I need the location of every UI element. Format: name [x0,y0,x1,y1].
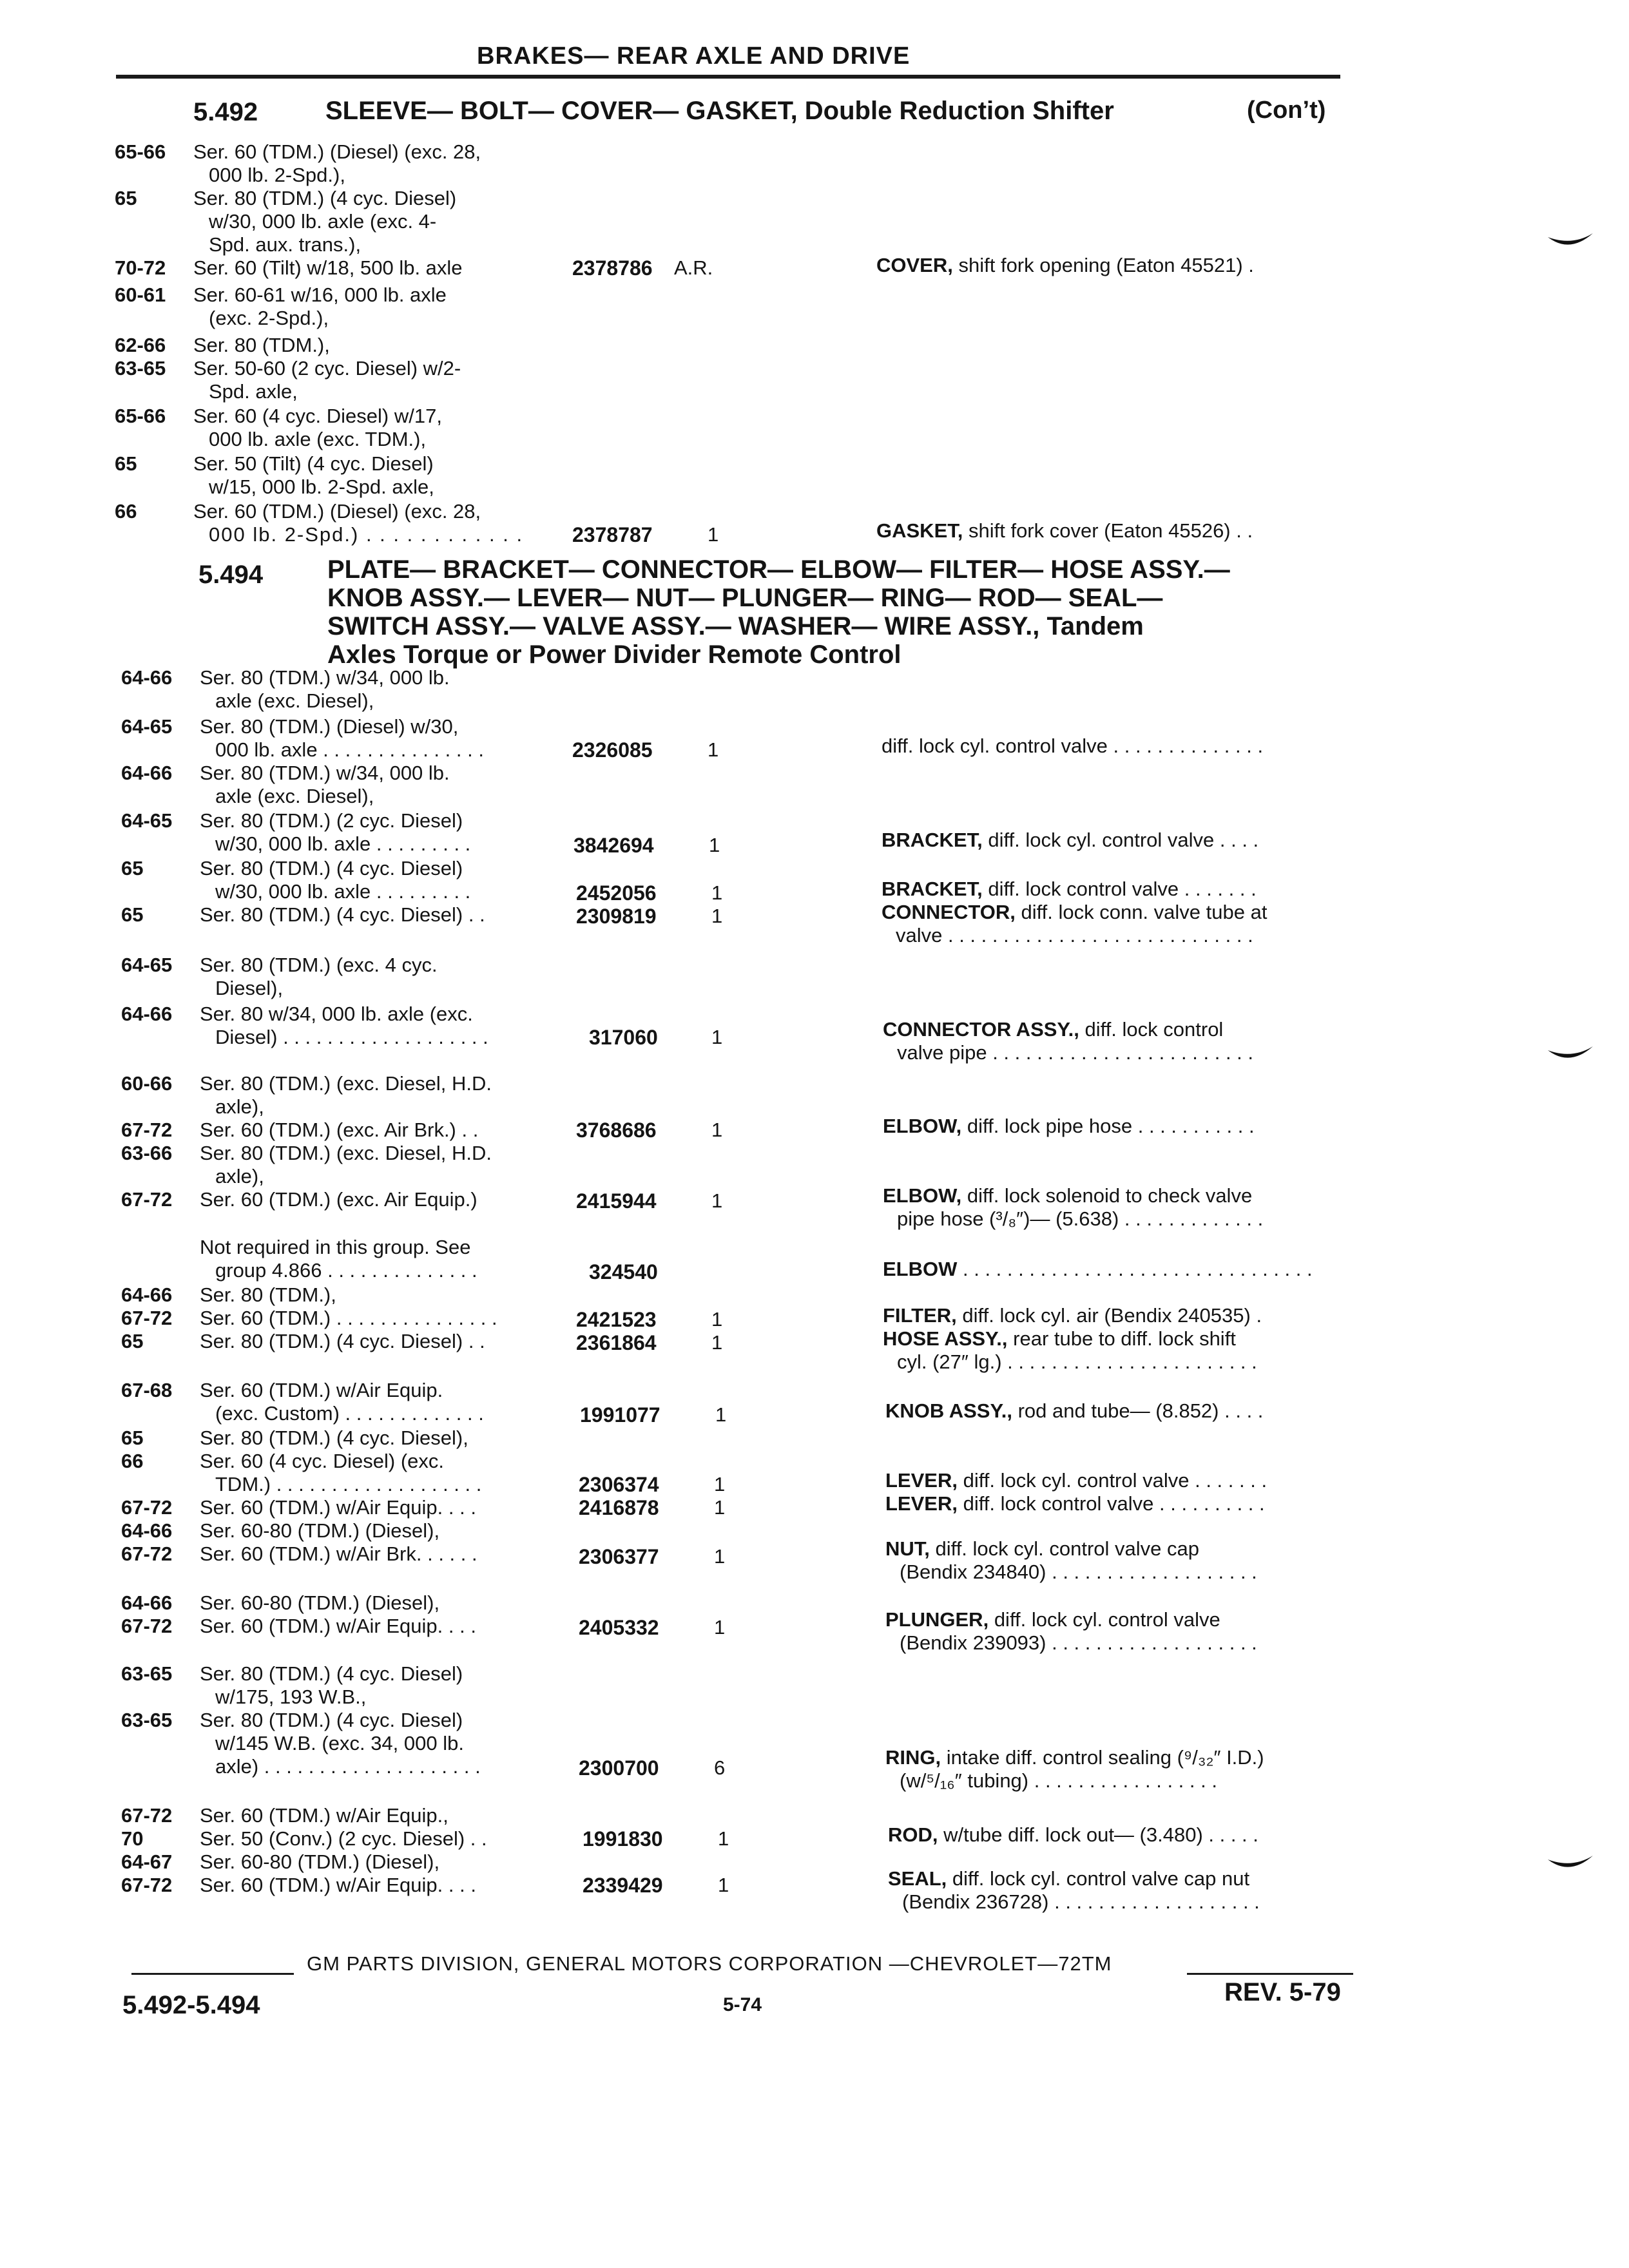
application-desc [200,857,470,903]
quantity: 1 [711,905,723,927]
year-range: 64-66 [121,762,173,784]
part-detail: diff. lock conn. valve tube at [1021,901,1268,923]
part-name: RING, [885,1746,941,1769]
year-range: 67-72 [121,1874,173,1896]
desc-line: Ser. 50 (Tilt) (4 cyc. Diesel) [193,452,434,475]
quantity: 1 [715,1403,727,1426]
footer-section-range: 5.492-5.494 [122,1991,260,2019]
year-range: 65-66 [115,405,166,427]
part-name: KNOB ASSY., [885,1399,1012,1422]
application-desc [193,452,434,499]
desc-line: Spd. axle, [209,380,298,403]
desc-line: Ser. 80 (TDM.) w/34, 000 lb. [200,762,450,784]
desc-line: Ser. 60 (TDM.) w/Air Equip. [200,1379,443,1401]
header-rule [116,75,1340,79]
part-number: 2416878 [579,1496,659,1519]
application-desc: Ser. 60 (TDM.) (exc. Air Equip.) [200,1188,477,1211]
part-name: GASKET, [876,519,963,542]
quantity: 1 [711,1119,723,1141]
part-number: 2361864 [576,1331,657,1354]
part-name: BRACKET, [882,829,983,851]
part-detail: valve pipe . . . . . . . . . . . . . . . . . . . . . . . . [897,1041,1254,1064]
year-range: 70-72 [115,256,166,279]
part-detail: diff. lock cyl. air (Bendix 240535) . [962,1304,1262,1327]
year-range: 65 [121,1330,144,1352]
part-name: ELBOW, [883,1115,962,1137]
part-name: BRACKET, [882,878,983,900]
desc-line: 000 lb. axle (exc. TDM.), [209,428,427,450]
part-detail: shift fork cover (Eaton 45526) . . [968,519,1253,542]
desc-line: Ser. 80 (TDM.) (exc. Diesel, H.D. [200,1142,492,1164]
quantity: A.R. [674,256,713,279]
year-range: 64-65 [121,954,173,976]
application-desc: Ser. 60-80 (TDM.) (Diesel), [200,1850,440,1873]
quantity: 1 [711,1308,723,1331]
part-description [885,1746,1264,1792]
part-detail: pipe hose (³/₈″)— (5.638) . . . . . . . . . . . . . [897,1207,1264,1230]
application-desc [193,500,523,546]
quantity: 1 [718,1874,729,1896]
part-description [883,1115,1255,1138]
application-desc: Ser. 80 (TDM.) (4 cyc. Diesel) . . [200,1330,485,1352]
part-detail: valve . . . . . . . . . . . . . . . . . . . . . . . . . . . . [896,924,1253,947]
application-desc [200,1379,484,1425]
application-desc [193,284,447,330]
part-detail: (Bendix 236728) . . . . . . . . . . . . . . . . . . . [902,1890,1260,1913]
part-description [876,254,1254,277]
application-desc: Ser. 80 (TDM.), [200,1283,336,1306]
part-description [883,1258,1313,1281]
desc-line: w/30, 000 lb. axle . . . . . . . . . [215,880,471,903]
section-title [327,555,1230,669]
desc-line: axle), [215,1165,264,1187]
application-desc: Ser. 60 (TDM.) . . . . . . . . . . . . . . . [200,1307,497,1329]
year-range: 67-72 [121,1307,173,1329]
year-range: 64-65 [121,715,173,738]
part-description [885,1399,1263,1423]
year-range: 65 [121,857,144,879]
binder-mark-icon [1547,1045,1594,1064]
desc-line: Ser. 80 (TDM.) (4 cyc. Diesel) [193,187,457,209]
desc-line: w/15, 000 lb. 2-Spd. axle, [209,476,434,498]
year-range: 63-66 [121,1142,173,1164]
application-desc: Ser. 60 (TDM.) w/Air Equip., [200,1804,448,1827]
application-desc [200,1142,492,1188]
quantity: 1 [709,834,720,856]
part-number: 2421523 [576,1308,657,1331]
desc-line: Diesel), [215,977,284,999]
application-desc: Ser. 80 (TDM.) (4 cyc. Diesel), [200,1427,468,1449]
application-desc [200,1662,463,1709]
part-number: 1991830 [583,1827,663,1850]
application-desc [200,954,438,1000]
footer-publisher: GM PARTS DIVISION, GENERAL MOTORS CORPORATION —CHEVROLET—72TM [307,1952,1112,1975]
quantity: 1 [711,881,723,904]
application-desc [193,140,481,187]
part-description [882,735,1263,758]
application-desc [193,357,461,403]
part-description [882,901,1267,947]
year-range: 66 [115,500,137,523]
application-desc [200,809,470,856]
year-range: 67-72 [121,1542,173,1565]
footer-rule-left [131,1973,294,1975]
part-detail: (Bendix 239093) . . . . . . . . . . . . . . . . . . . [900,1631,1257,1654]
part-number: 2405332 [579,1616,659,1639]
desc-line: Ser. 80 (TDM.) (exc. Diesel, H.D. [200,1072,492,1095]
part-name: HOSE ASSY., [883,1327,1008,1350]
desc-line: Ser. 80 (TDM.) (4 cyc. Diesel) [200,1709,463,1731]
part-number: 2326085 [572,738,653,762]
desc-line: Ser. 60-61 w/16, 000 lb. axle [193,284,447,306]
part-number: 2415944 [576,1189,657,1213]
application-desc: Ser. 60 (TDM.) (exc. Air Brk.) . . [200,1119,479,1141]
year-range: 65-66 [115,140,166,163]
quantity: 6 [714,1756,726,1779]
desc-line: Ser. 80 (TDM.) (4 cyc. Diesel) [200,1662,463,1685]
desc-line: Diesel) . . . . . . . . . . . . . . . . . . . [215,1026,488,1048]
section-number: 5.494 [198,561,264,589]
application-desc [193,187,456,256]
year-range: 65 [115,187,137,209]
application-desc [200,1072,492,1119]
part-detail: diff. lock cyl. control valve . . . . . . . . . . . . . . [882,735,1264,757]
desc-line: Ser. 50-60 (2 cyc. Diesel) w/2- [193,357,461,380]
desc-line: group 4.866 . . . . . . . . . . . . . . [215,1259,477,1282]
part-number: 2309819 [576,905,657,928]
part-description [882,829,1258,852]
desc-line: Ser. 60 (TDM.) (Diesel) (exc. 28, [193,140,481,163]
part-name: LEVER, [885,1492,958,1515]
part-detail: diff. lock cyl. control valve . . . . [988,829,1259,851]
application-desc [200,1709,481,1778]
part-number: 3842694 [574,834,654,857]
part-description [885,1492,1265,1515]
year-range: 70 [121,1827,144,1850]
desc-line: (exc. 2-Spd.), [209,307,329,329]
part-number: 1991077 [580,1403,660,1427]
desc-line: axle (exc. Diesel), [215,785,374,807]
part-name: LEVER, [885,1469,958,1492]
desc-line: axle (exc. Diesel), [215,689,374,712]
application-desc [200,715,484,762]
quantity: 1 [718,1827,729,1850]
desc-line: w/175, 193 W.B., [215,1686,367,1708]
part-description [883,1304,1262,1327]
part-name: COVER, [876,254,953,276]
part-description [888,1823,1258,1847]
year-range: 63-65 [121,1662,173,1685]
application-desc: Ser. 60 (TDM.) w/Air Equip. . . . [200,1874,476,1896]
application-desc: Ser. 60-80 (TDM.) (Diesel), [200,1519,440,1542]
part-description [885,1537,1257,1584]
desc-line: w/30, 000 lb. axle (exc. 4- [209,210,437,233]
part-name: PLUNGER, [885,1608,989,1631]
part-detail: diff. lock solenoid to check valve [967,1184,1253,1207]
quantity: 1 [711,1026,723,1048]
application-desc: Ser. 60 (Tilt) w/18, 500 lb. axle [193,256,463,279]
year-range: 67-68 [121,1379,173,1401]
part-name: ELBOW, [883,1184,962,1207]
desc-line: (exc. Custom) . . . . . . . . . . . . . [215,1402,484,1425]
quantity: 1 [708,738,719,761]
year-range: 64-66 [121,666,173,689]
application-desc [200,762,450,808]
part-detail: diff. lock cyl. control valve . . . . . . . [963,1469,1268,1492]
part-detail: diff. lock cyl. control valve cap nut [952,1867,1250,1890]
desc-line: Ser. 60 (4 cyc. Diesel) w/17, [193,405,442,427]
part-number: 324540 [589,1260,658,1283]
part-number: 3768686 [576,1119,657,1142]
part-description [885,1469,1267,1492]
year-range: 63-65 [121,1709,173,1731]
revision-label: REV. 5-79 [1224,1978,1341,2006]
part-name: CONNECTOR ASSY., [883,1018,1079,1041]
part-detail: w/tube diff. lock out— (3.480) . . . . . [943,1823,1258,1846]
part-number: 2339429 [583,1874,663,1897]
application-desc [200,1236,477,1282]
application-desc: Ser. 60 (TDM.) w/Air Equip. . . . [200,1496,476,1519]
year-range: 64-66 [121,1283,173,1306]
application-desc [200,1003,488,1049]
title-line: PLATE— BRACKET— CONNECTOR— ELBOW— FILTER— HOSE ASSY.— [327,555,1230,584]
title-line: KNOB ASSY.— LEVER— NUT— PLUNGER— RING— ROD— SEAL— [327,584,1163,612]
quantity: 1 [714,1616,726,1639]
desc-line: TDM.) . . . . . . . . . . . . . . . . . . . [215,1473,482,1495]
part-description [876,519,1253,543]
year-range: 67-72 [121,1119,173,1141]
year-range: 64-66 [121,1519,173,1542]
year-range: 67-72 [121,1804,173,1827]
desc-line: w/30, 000 lb. axle . . . . . . . . . [215,832,471,855]
quantity: 1 [708,523,719,546]
part-number: 2378787 [572,523,653,546]
year-range: 63-65 [115,357,166,380]
title-line: SWITCH ASSY.— VALVE ASSY.— WASHER— WIRE ASSY., Tandem [327,612,1144,640]
quantity: 1 [714,1545,726,1568]
desc-line: Not required in this group. See [200,1236,471,1258]
application-desc [200,1450,481,1496]
desc-line: Ser. 80 (TDM.) w/34, 000 lb. [200,666,450,689]
application-desc: Ser. 50 (Conv.) (2 cyc. Diesel) . . [200,1827,487,1850]
application-desc: Ser. 80 (TDM.), [193,334,330,356]
desc-line: Ser. 80 (TDM.) (2 cyc. Diesel) [200,809,463,832]
quantity: 1 [711,1331,723,1354]
part-detail: diff. lock control valve . . . . . . . [988,878,1257,900]
part-number: 2306377 [579,1545,659,1568]
part-name: ELBOW [883,1258,958,1280]
continued-label: (Con’t) [1247,97,1326,124]
part-description [883,1184,1263,1231]
year-range: 67-72 [121,1615,173,1637]
part-name: SEAL, [888,1867,947,1890]
desc-line: w/145 W.B. (exc. 34, 000 lb. [215,1732,464,1754]
application-desc: Ser. 60 (TDM.) w/Air Brk. . . . . . [200,1542,477,1565]
part-detail: (Bendix 234840) . . . . . . . . . . . . . . . . . . . [900,1561,1257,1583]
footer-rule-right [1187,1973,1353,1975]
application-desc [193,405,442,451]
page-title: BRAKES— REAR AXLE AND DRIVE [477,43,911,70]
year-range: 66 [121,1450,144,1472]
part-detail: diff. lock control [1084,1018,1224,1041]
year-range: 60-66 [121,1072,173,1095]
part-detail: rear tube to diff. lock shift [1013,1327,1236,1350]
year-range: 65 [121,903,144,926]
desc-line: axle) . . . . . . . . . . . . . . . . . . . . [215,1755,481,1778]
quantity: 1 [711,1189,723,1212]
year-range: 64-66 [121,1591,173,1614]
quantity: 1 [714,1496,726,1519]
desc-line: Spd. aux. trans.), [209,233,361,256]
desc-line: Ser. 80 (TDM.) (4 cyc. Diesel) [200,857,463,879]
year-range: 64-65 [121,809,173,832]
part-detail: diff. lock cyl. control valve cap [935,1537,1200,1560]
title-line: Axles Torque or Power Divider Remote Control [327,640,901,669]
part-number: 317060 [589,1026,658,1049]
part-description [888,1867,1260,1914]
year-range: 64-67 [121,1850,173,1873]
desc-line: 000 lb. 2-Spd.) . . . . . . . . . . . . [209,523,524,546]
part-detail: diff. lock control valve . . . . . . . . . . [963,1492,1265,1515]
year-range: 65 [121,1427,144,1449]
year-range: 64-66 [121,1003,173,1025]
application-desc: Ser. 60 (TDM.) w/Air Equip. . . . [200,1615,476,1637]
desc-line: axle), [215,1095,264,1118]
part-detail: cyl. (27″ lg.) . . . . . . . . . . . . . . . . . . . . . . . [897,1350,1257,1373]
part-number: 2378786 [572,256,653,280]
part-name: NUT, [885,1537,930,1560]
desc-line: Ser. 80 w/34, 000 lb. axle (exc. [200,1003,473,1025]
part-description [882,878,1257,901]
part-detail: diff. lock pipe hose . . . . . . . . . . . [967,1115,1255,1137]
page-number: 5-74 [723,1994,762,2015]
application-desc: Ser. 80 (TDM.) (4 cyc. Diesel) . . [200,903,485,926]
year-range: 62-66 [115,334,166,356]
year-range: 60-61 [115,284,166,306]
part-detail: diff. lock cyl. control valve [994,1608,1220,1631]
part-name: ROD, [888,1823,938,1846]
part-detail: . . . . . . . . . . . . . . . . . . . . . . . . . . . . . . . . [963,1258,1313,1280]
part-number: 2306374 [579,1473,659,1496]
part-number: 2452056 [576,881,657,905]
part-description [883,1327,1257,1374]
part-detail: (w/⁵/₁₆″ tubing) . . . . . . . . . . . . . . . . . [900,1769,1217,1792]
desc-line: 000 lb. 2-Spd.), [209,164,345,186]
year-range: 67-72 [121,1188,173,1211]
desc-line: Ser. 80 (TDM.) (Diesel) w/30, [200,715,459,738]
desc-line: Ser. 80 (TDM.) (exc. 4 cyc. [200,954,438,976]
part-detail: intake diff. control sealing (⁹/₃₂″ I.D.) [946,1746,1264,1769]
part-detail: shift fork opening (Eaton 45521) . [958,254,1254,276]
part-detail: rod and tube— (8.852) . . . . [1017,1399,1264,1422]
year-range: 65 [115,452,137,475]
year-range: 67-72 [121,1496,173,1519]
section-number: 5.492 [193,98,258,126]
desc-line: 000 lb. axle . . . . . . . . . . . . . . . [215,738,484,761]
desc-line: Ser. 60 (4 cyc. Diesel) (exc. [200,1450,445,1472]
part-number: 2300700 [579,1756,659,1780]
part-description [883,1018,1253,1064]
application-desc: Ser. 60-80 (TDM.) (Diesel), [200,1591,440,1614]
quantity: 1 [714,1473,726,1495]
part-name: FILTER, [883,1304,957,1327]
binder-mark-icon [1547,1854,1594,1874]
binder-mark-icon [1547,232,1594,251]
part-name: CONNECTOR, [882,901,1016,923]
section-title: SLEEVE— BOLT— COVER— GASKET, Double Reduction Shifter [325,97,1114,125]
application-desc [200,666,450,713]
part-description [885,1608,1257,1655]
desc-line: Ser. 60 (TDM.) (Diesel) (exc. 28, [193,500,481,523]
